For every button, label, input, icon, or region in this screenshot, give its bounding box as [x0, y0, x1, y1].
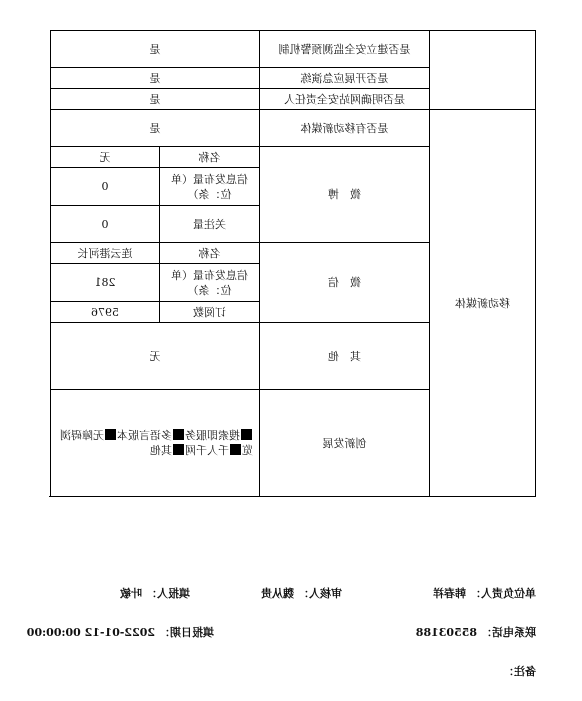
- wechat-sub-label: 订阅数: [160, 302, 260, 323]
- other-value: 无: [51, 323, 260, 390]
- contact-phone: [416, 624, 536, 640]
- option-accessibility: 无障碍浏览: [60, 429, 253, 457]
- phone-value: 85503188: [415, 626, 477, 639]
- row-label-responsible: 是否明确网站安全责任人: [260, 89, 430, 110]
- row-label-has-mobile: 是否有移动新媒体: [260, 110, 430, 147]
- phone-label: 联系电话：: [481, 626, 536, 639]
- unit-head: [433, 585, 536, 601]
- fill-date: [27, 624, 214, 640]
- website-report-table: [50, 30, 536, 497]
- reviewer: [261, 585, 342, 601]
- weibo-posts-label: 信息发布量（单位：条）: [160, 168, 260, 206]
- weibo-name-value: 无: [51, 147, 160, 168]
- checkbox-search-service[interactable]: [241, 429, 252, 440]
- weibo-follow-label: 关注量: [160, 206, 260, 243]
- wechat-name-label: 名称: [160, 243, 260, 264]
- row-label-drill: 是否开展应急演练: [260, 68, 430, 89]
- reviewer-value: 魏从贵: [261, 587, 294, 600]
- table-row: [51, 31, 536, 68]
- option-search-service: 搜索即服务: [185, 429, 240, 442]
- other-label: 其 他: [260, 323, 430, 390]
- date-value: 2022-01-12 00:00:00: [26, 626, 155, 639]
- checkbox-personalized[interactable]: [230, 444, 241, 455]
- row-value-responsible: 是: [51, 89, 260, 110]
- wechat-posts-value: 281: [51, 264, 160, 302]
- reviewer-label: 审核人：: [298, 587, 342, 600]
- filler-value: 叶敏: [120, 587, 142, 600]
- wechat-posts-label: 信息发布量（单位：条）: [160, 264, 260, 302]
- weibo-follow-value: 0: [51, 206, 160, 243]
- option-multilingual: 多语言版本: [117, 429, 172, 442]
- innovation-label: 创新发展: [260, 390, 430, 497]
- filler: [120, 585, 190, 601]
- weibo-label: 微 博: [260, 147, 430, 243]
- table-row: [51, 110, 536, 147]
- weibo-name-label: 名称: [160, 147, 260, 168]
- unit-head-value: 韩春祥: [433, 587, 466, 600]
- row-value-monitoring: 是: [51, 31, 260, 68]
- weibo-posts-value: 0: [51, 168, 160, 206]
- option-personalized: 千人千网: [185, 444, 229, 457]
- wechat-name-value: 连云港河长: [51, 243, 160, 264]
- blank-header-cell: [430, 31, 536, 110]
- row-label-monitoring: 是否建立安全监测预警机制: [260, 31, 430, 68]
- row-value-drill: 是: [51, 68, 260, 89]
- option-other: 其他: [150, 444, 172, 457]
- wechat-label: 微 信: [260, 243, 430, 323]
- checkbox-accessibility[interactable]: [105, 429, 116, 440]
- innovation-options: [51, 390, 260, 497]
- date-label: 填报日期：: [159, 626, 214, 639]
- checkbox-multilingual[interactable]: [173, 429, 184, 440]
- wechat-sub-value: 5976: [51, 302, 160, 323]
- remarks-label: 备注：: [503, 665, 536, 678]
- remarks: [503, 663, 536, 679]
- section-label-mobile-media: 移动新媒体: [430, 110, 536, 497]
- filler-label: 填报人：: [146, 587, 190, 600]
- unit-head-label: 单位负责人：: [470, 587, 536, 600]
- row-value-has-mobile: 是: [51, 110, 260, 147]
- checkbox-other[interactable]: [173, 444, 184, 455]
